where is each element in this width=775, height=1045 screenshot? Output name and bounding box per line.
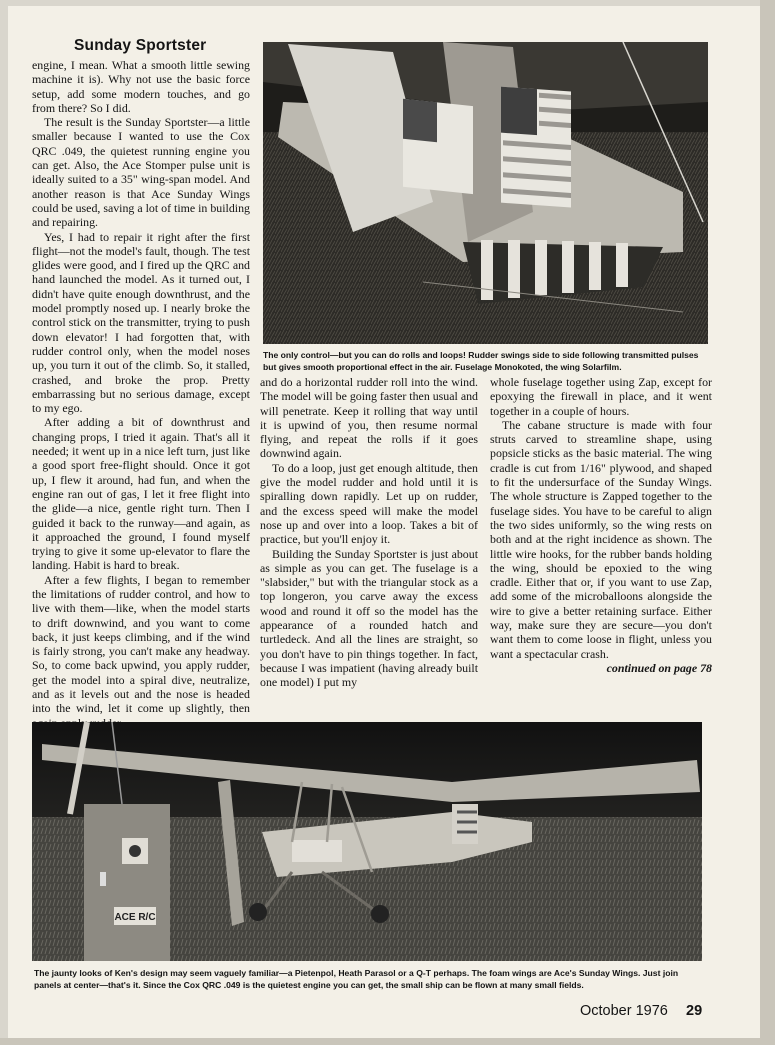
paragraph: engine, I mean. What a smooth little sewing machine it is). Why not use the basic force setup, add some modern touches, and go from there? So I did. xyxy=(32,58,250,115)
scan-edge-bottom xyxy=(0,1038,775,1045)
paragraph: whole fuselage together using Zap, except for epoxying the firewall in place, and it went together in a couple of hours. xyxy=(490,375,712,418)
article-title: Sunday Sportster xyxy=(74,37,207,54)
caption-bottom-photo: The jaunty looks of Ken's design may seem vaguely familiar—a Pietenpol, Heath Parasol or a Q-T perhaps. The foam wings are Ace's Sunday Wings. Just join panels at center—that's it. Since the Cox QRC .049 is the quietest engine you can get, the small ship can be flown at many small fields. xyxy=(34,968,679,990)
text-column-2 xyxy=(260,375,478,718)
caption-top-photo: The only control—but you can do rolls and loops! Rudder swings side to side following transmitted pulses but gives smooth proportional effect in the air. Fuselage Monokoted, the wing Solarfilm. xyxy=(263,350,699,372)
photo-rudder-closeup xyxy=(263,42,708,344)
paragraph: The result is the Sunday Sportster—a little smaller because I wanted to use the Cox QRC .049, the quietest running engine you can get. Also, the Ace Stomper pulse unit is ideally suited to a 35" wing-span model. And another reason is that Ace Sunday Wings could be used, saving a lot of time in building and repairing. xyxy=(32,115,250,230)
paragraph: and do a horizontal rudder roll into the wind. The model will be going faster then usual and will penetrate. Keep it rolling that way until it is upwind of you, then resume normal flying, and repeat the rolls if it goes downwind again. xyxy=(260,375,478,461)
text-column-1 xyxy=(32,58,250,716)
page-number: 29 xyxy=(686,1003,703,1019)
paragraph-text: The cabane structure is made with four struts carved to streamline shape, using popsicle sticks as the basic material. The wing cradle is cut from 1/16" plywood, and shaped to fit the undersurface of the Sunday Wings. The whole structure is Zapped together to the fuselage sides. You have to be careful to align the two sides uniformly, so the wing rests on both and at the right incidence as shown. The little wire hooks, for the rubber bands holding the wing, should be epoxied to the wing cradle. Either that or, if you want to use Zap, add some of the microballoons alongside the wire to give a better retaining surface. Either way, make sure they are secure—you don't want them to come loose in flight, unless you want a spectacular crash. xyxy=(490,417,712,661)
text-column-3 xyxy=(490,375,712,718)
paragraph: After adding a bit of downthrust and changing props, I tried it again. That's all it needed; it went up in a nice left turn, just like a good sport free-flight should. Once it got up, I flew it around, had fun, and when the engine ran out of gas, I let it free flight into the glide—a nice, gentle right turn. Then I guided it back to the runway—and again, as it approached the ground, I found myself trying to give it some up-elevator to flare the landing. Habit is hard to break. xyxy=(32,415,250,573)
issue-date: October 1976 xyxy=(580,1003,668,1019)
paragraph xyxy=(490,417,712,675)
paragraph: Yes, I had to repair it right after the first flight—not the model's fault, though. The test glides were good, and I fired up the QRC and hand launched the model. As it turned out, I didn't have quite enough downthrust, and the model promptly nosed up. I nearly broke the control stick on the transmitter, trying to push down elevator! I had forgotten that, with rudder control only, when the model noses up, you turn it out of the climb. So, it stalled, crashed, and broke the prop. Pretty embarrassing but no serious damage, except to my ego. xyxy=(32,229,250,416)
paragraph: To do a loop, just get enough altitude, then give the model rudder and hold until it is spiralling down rapidly. Let up on rudder, and the excess speed will make the model nose up and over into a loop. Takes a bit of practice, but you'll enjoy it. xyxy=(260,460,478,547)
continued-note: continued on page 78 xyxy=(606,660,712,675)
photo-model-on-grass xyxy=(32,722,702,961)
transmitter-label: ACE R/C xyxy=(114,912,156,923)
flag-decal-left xyxy=(403,99,473,194)
paragraph: After a few flights, I began to remember the limitations of rudder control, and how to live with them—like, when the model starts to drift downwind, and you want to come back, it just keeps climbing, and if the wind is fairly strong, you can't make any headway. So, to come back upwind, you apply rudder, get the model into a spiral dive, neutralize, and as it levels out and the nose is headed into the wind, let it come up slightly, then xyxy=(32,572,250,716)
flag-decal-right xyxy=(501,87,571,208)
paragraph: Building the Sunday Sportster is just about as simple as you can get. The fuselage is a "slabsider," but with the triangular stock as a top longeron, you carve away the excess wood and round it off so the model has the appearance of a rounded hatch and turtledeck. And all the lines are straight, so you don't have to pin things together. In fact, because I was impatient (having already built one model) I put my xyxy=(260,546,478,690)
scan-edge-right xyxy=(760,0,775,1045)
model-photo-image xyxy=(32,722,702,961)
rudder-photo-image xyxy=(263,42,708,344)
